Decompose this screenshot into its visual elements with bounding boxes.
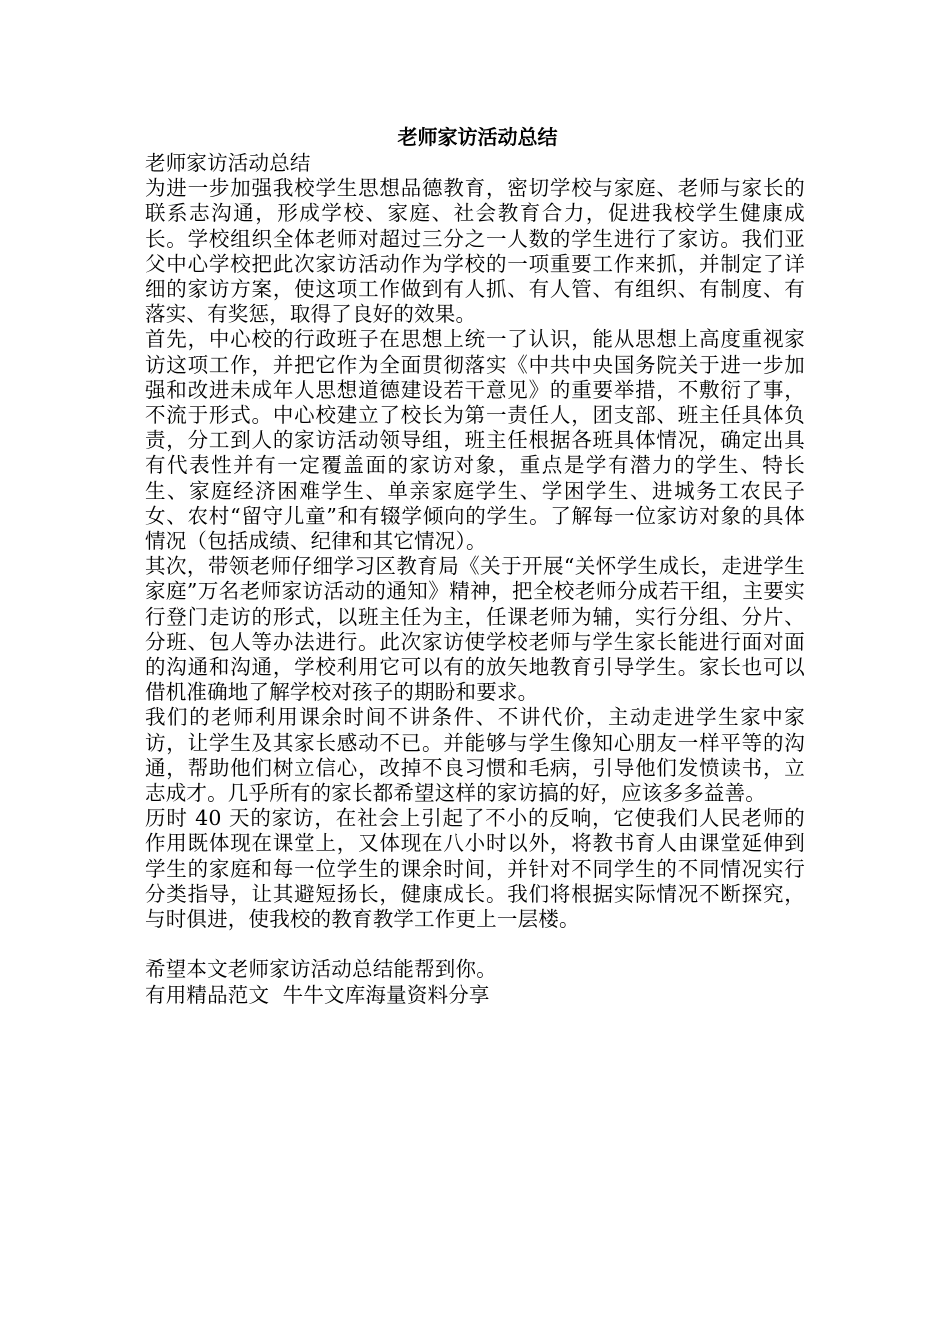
- paragraph-fourth: 历时 40 天的家访，在社会上引起了不小的反响，它使我们人民老师的作用既体现在课堂上，又体现在八小时以外，将教书育人由课堂延伸到学生的家庭和每一位学生的课余时间，并针对不同学生的不同情况实行分类指导，让其避短扬长，健康成长。我们将根据实际情况不断探究，与时俱进，使我校的教育教学工作更上一层楼。: [145, 806, 805, 932]
- document-title: 老师家访活动总结: [397, 125, 558, 149]
- document-subtitle: 老师家访活动总结: [145, 151, 311, 175]
- footer-line: 有用精品范文 牛牛文库海量资料分享: [145, 982, 490, 1007]
- paragraph-third: 我们的老师利用课余时间不讲条件、不讲代价，主动走进学生家中家访，让学生及其家长感动不已。并能够与学生像知心朋友一样平等的沟通，帮助他们树立信心，改掉不良习惯和毛病，引导他们发愤读书，立志成才。几乎所有的家长都希望这样的家访搞的好，应该多多益善。: [145, 705, 805, 806]
- paragraph-intro: 为进一步加强我校学生思想品德教育，密切学校与家庭、老师与家长的联系志沟通，形成学校、家庭、社会教育合力，促进我校学生健康成长。学校组织全体老师对超过三分之一人数的学生进行了家访。我们亚父中心学校把此次家访活动作为学校的一项重要工作来抓，并制定了详细的家访方案，使这项工作做到有人抓、有人管、有组织、有制度、有落实、有奖惩，取得了良好的效果。: [145, 176, 805, 327]
- paragraph-first: 首先，中心校的行政班子在思想上统一了认识，能从思想上高度重视家访这项工作，并把它作为全面贯彻落实《中共中央国务院关于进一步加强和改进未成年人思想道德建设若干意见》的重要举措，不敷衍了事，不流于形式。中心校建立了校长为第一责任人，团支部、班主任具体负责，分工到人的家访活动领导组，班主任根据各班具体情况，确定出具有代表性并有一定覆盖面的家访对象，重点是学有潜力的学生、特长生、家庭经济困难学生、单亲家庭学生、学困学生、进城务工农民子女、农村“留守儿童”和有辍学倾向的学生。了解每一位家访对象的具体情况（包括成绩、纪律和其它情况）。: [145, 327, 805, 554]
- paragraph-second: 其次，带领老师仔细学习区教育局《关于开展“关怀学生成长，走进学生家庭”万名老师家访活动的通知》精神，把全校老师分成若干组，主要实行登门走访的形式，以班主任为主，任课老师为辅，实行分组、分片、分班、包人等办法进行。此次家访使学校老师与学生家长能进行面对面的沟通和沟通，学校利用它可以有的放矢地教育引导学生。家长也可以借机准确地了解学校对孩子的期盼和要求。: [145, 554, 805, 705]
- document-page: [145, 123, 805, 1008]
- closing-line: 希望本文老师家访活动总结能帮到你。: [145, 957, 497, 982]
- spacer: [145, 932, 805, 957]
